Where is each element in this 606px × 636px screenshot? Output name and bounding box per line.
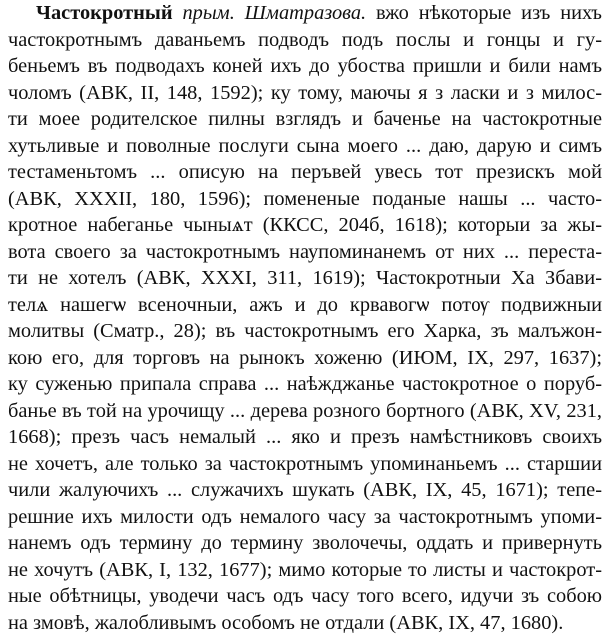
entry-source-label: прым. Шматразова. <box>182 2 366 24</box>
entry-line-23: ные обѣтницы, уводечи часъ одъ часу того всего, идучи зъ собою <box>8 583 602 610</box>
entry-line-1 <box>8 0 602 27</box>
entry-line-9: кротное набеганье чыныѧт (ККСС, 204б, 1618); которыи за жы- <box>8 212 602 239</box>
entry-line-17: 1668); презъ часъ немалый ... яко и презъ намѣстниковъ своихъ <box>8 424 602 451</box>
entry-line-3: беньемъ въ подводахъ коней ихъ до убоства пришли и били намъ <box>8 53 602 80</box>
entry-line-19: чили жалуючихъ ... служачихъ шукать (АВК, IX, 45, 1671); тепе- <box>8 477 602 504</box>
entry-line-16: банье въ той на урочищу ... дерева розного бортного (АВК, XV, 231, <box>8 398 602 425</box>
entry-line-text: вжо нѣкоторые изъ нихъ <box>376 2 602 24</box>
entry-line-2: частокротнымъ даваньемъ подводъ подъ послы и гонцы и гу- <box>8 27 602 54</box>
entry-line-13: молитвы (Сматр., 28); въ частокротнымъ его Харка, зъ малъжон- <box>8 318 602 345</box>
entry-line-5: ти моее родителское пилны взглядъ и баченье на частокротные <box>8 106 602 133</box>
entry-line-12: телѧ нашегѡ всеночныи, ажъ и до крвавогѡ потѹ подвижныи <box>8 292 602 319</box>
dictionary-entry <box>8 0 602 636</box>
entry-line-11: ти не хотелъ (АВК, XXXI, 311, 1619); Частокротныи Ха Збави- <box>8 265 602 292</box>
entry-line-4: чоломъ (АВК, II, 148, 1592); ку тому, маючы я з ласки и з милос- <box>8 80 602 107</box>
entry-line-6: хутьливые и поволные послуги сына моего ... даю, дарую и симъ <box>8 133 602 160</box>
entry-line-8: (АВК, XXXII, 180, 1596); помененые поданые нашы ... часто- <box>8 186 602 213</box>
entry-line-20: решние ихъ милости одъ немалого часу за частокротнымъ упоми- <box>8 504 602 531</box>
entry-headword: Частокротный <box>36 2 173 24</box>
entry-line-24: на змовѣ, жалобливымъ особомъ не отдали (АВК, IX, 47, 1680). <box>8 610 602 636</box>
entry-line-14: кою его, для торговъ на рынокъ хоженю (ИЮМ, IX, 297, 1637); <box>8 345 602 372</box>
entry-line-10: вота своего за частокротнымъ наупоминанемъ от них ... переста- <box>8 239 602 266</box>
entry-line-15: ку суженью припала справа ... наѣжджанье частокротное о поруб- <box>8 371 602 398</box>
entry-line-18: не хочетъ, але только за частокротнымъ упоминаньемъ ... старшии <box>8 451 602 478</box>
entry-line-22: не хочутъ (АВК, I, 132, 1677); мимо которые то листы и частокрот- <box>8 557 602 584</box>
entry-line-7: тестаменьтомъ ... описую на перъвей увесь тот презискъ мой <box>8 159 602 186</box>
entry-line-21: нанемъ одъ термину до термину зволочечы, оддать и привернуть <box>8 530 602 557</box>
